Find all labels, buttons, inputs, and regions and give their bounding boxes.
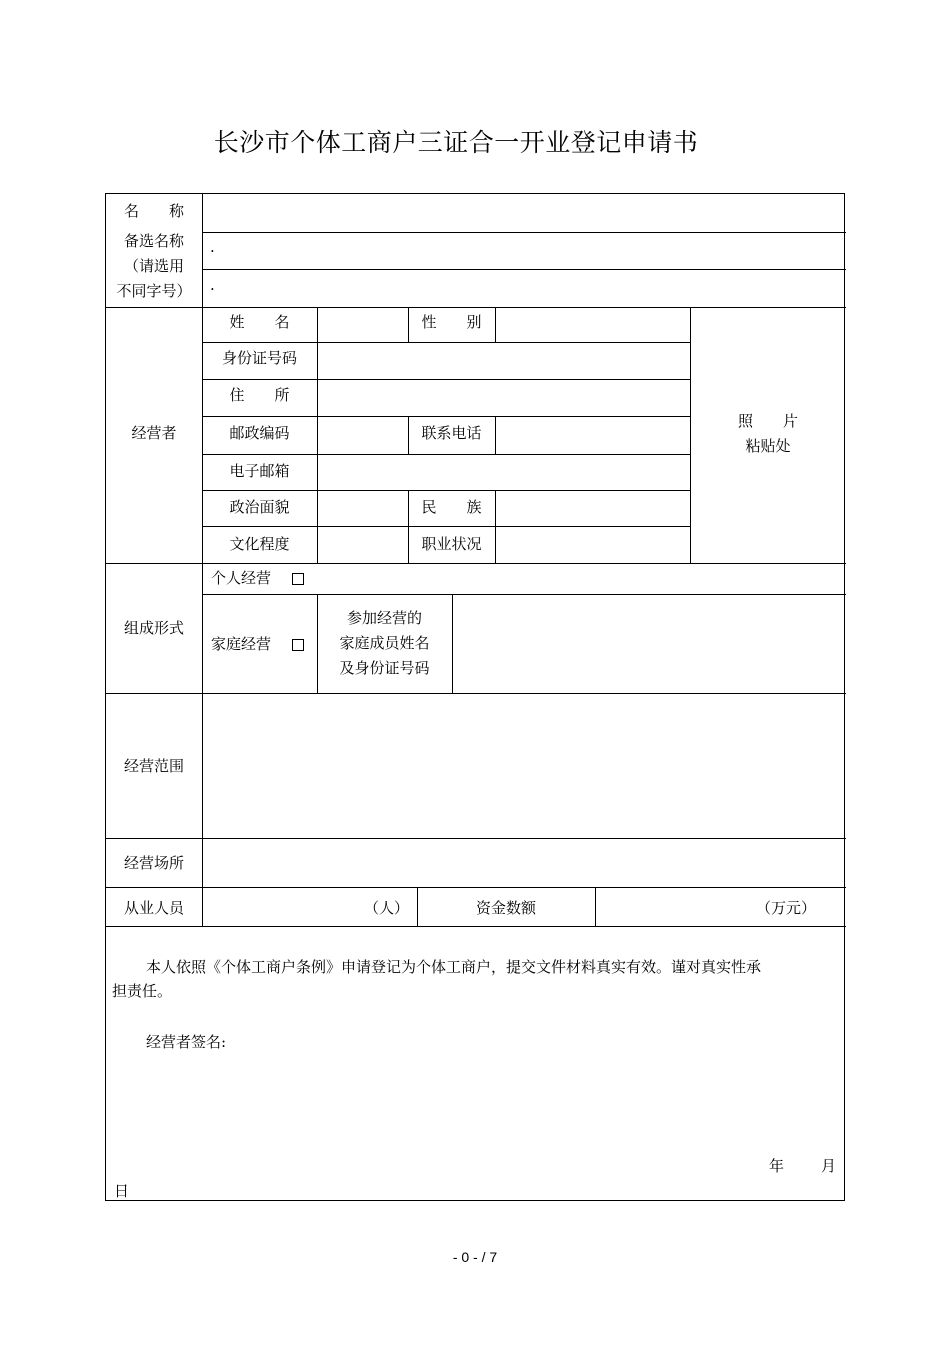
alt-name-label: 备选名称 bbox=[123, 232, 184, 250]
rule bbox=[202, 454, 690, 455]
day-label: 日 bbox=[114, 1182, 130, 1200]
month-label: 月 bbox=[821, 1157, 837, 1175]
rule bbox=[495, 416, 496, 454]
rule bbox=[202, 269, 846, 270]
rule bbox=[495, 490, 496, 563]
page-title: 长沙市个体工商户三证合一开业登记申请书 bbox=[213, 128, 699, 157]
gender-label: 性 别 bbox=[421, 313, 482, 331]
alt-name-input-2[interactable]: · bbox=[210, 280, 215, 298]
rule bbox=[106, 563, 846, 564]
photo-area-label: 照 片 bbox=[737, 412, 798, 430]
family-members-label: 家庭成员姓名 bbox=[339, 634, 430, 652]
rule bbox=[106, 307, 846, 308]
declaration-text: 本人依照《个体工商户条例》申请登记为个体工商户，提交文件材料真实有效。谨对真实性承 bbox=[146, 958, 762, 976]
alt-name-input-1[interactable]: · bbox=[210, 242, 215, 260]
alt-name-label: （请选用 bbox=[123, 257, 184, 275]
alt-name-label: 不同字号） bbox=[116, 282, 192, 300]
address-label: 住 所 bbox=[229, 386, 290, 404]
rule bbox=[202, 526, 690, 527]
staff-unit: （人） bbox=[364, 899, 410, 917]
rule bbox=[317, 307, 318, 563]
rule bbox=[106, 838, 846, 839]
operator-name-label: 姓 名 bbox=[229, 313, 290, 331]
rule bbox=[202, 379, 690, 380]
capital-unit: （万元） bbox=[756, 899, 817, 917]
rule bbox=[202, 490, 690, 491]
rule bbox=[106, 926, 846, 927]
individual-option[interactable] bbox=[211, 566, 304, 590]
postal-code-label: 邮政编码 bbox=[229, 424, 290, 442]
application-form-table bbox=[105, 193, 845, 1201]
family-members-label: 参加经营的 bbox=[346, 609, 422, 627]
family-members-label: 及身份证号码 bbox=[339, 659, 430, 677]
rule bbox=[202, 342, 690, 343]
rule bbox=[595, 887, 596, 926]
ethnicity-label: 民 族 bbox=[421, 498, 482, 516]
rule bbox=[106, 693, 846, 694]
photo-area-label: 粘贴处 bbox=[745, 437, 791, 455]
capital-label: 资金数额 bbox=[475, 899, 536, 917]
declaration-text: 担责任。 bbox=[112, 982, 173, 1000]
family-label: 家庭经营 bbox=[211, 635, 272, 653]
rule bbox=[495, 307, 496, 342]
rule bbox=[202, 594, 846, 595]
rule bbox=[202, 232, 846, 233]
email-label: 电子邮箱 bbox=[229, 462, 290, 480]
page-number: - 0 - / 7 bbox=[452, 1249, 498, 1265]
phone-label: 联系电话 bbox=[421, 424, 482, 442]
business-scope-label: 经营范围 bbox=[123, 757, 184, 775]
individual-label: 个人经营 bbox=[211, 569, 272, 587]
rule bbox=[202, 416, 690, 417]
family-checkbox[interactable] bbox=[292, 639, 304, 651]
id-number-label: 身份证号码 bbox=[221, 349, 297, 367]
individual-checkbox[interactable] bbox=[292, 573, 304, 585]
occupation-label: 职业状况 bbox=[421, 535, 482, 553]
year-label: 年 bbox=[769, 1157, 785, 1175]
name-label: 名 称 bbox=[123, 202, 184, 220]
political-status-label: 政治面貌 bbox=[229, 498, 290, 516]
education-label: 文化程度 bbox=[229, 535, 290, 553]
composition-section-label: 组成形式 bbox=[123, 619, 184, 637]
business-place-label: 经营场所 bbox=[123, 854, 184, 872]
family-option[interactable] bbox=[211, 632, 304, 656]
rule bbox=[202, 194, 203, 926]
operator-section-label: 经营者 bbox=[131, 424, 177, 442]
rule bbox=[106, 887, 846, 888]
staff-label: 从业人员 bbox=[123, 899, 184, 917]
signature-label: 经营者签名: bbox=[146, 1033, 227, 1051]
rule bbox=[452, 594, 453, 693]
